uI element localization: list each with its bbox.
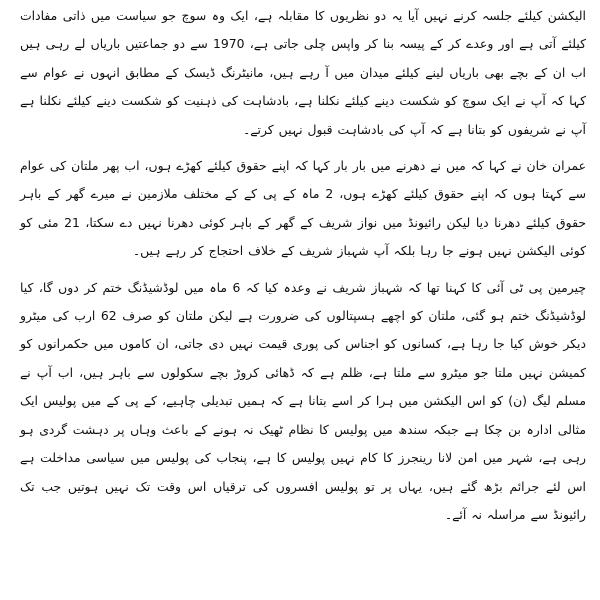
article-paragraph: عمران خان نے کہا کہ میں نے دھرنے میں بار بار کہا کہ اپنے حقوق کیلئے کھڑے ہوں، اب پھر ملتان کی عوام سے کہتا ہوں کہ اپنے حقوق کیلئے کھڑے ہوں، 2 ماہ کے پی کے کے مختلف ملازمین نے میرے گھر کے باہر حقوق کیلئے دھرنا دیا لیکن رائیونڈ میں نواز شریف کے گھر کے باہر کوئی دھرنا نہیں دے سکتا، 21 مئی کو کوئی الیکشن نہیں ہونے جا رہا بلکہ آپ شہباز شریف کے خلاف احتجاج کر رہے ہیں۔	[20, 158, 586, 259]
article-paragraph: الیکشن کیلئے جلسہ کرنے نہیں آیا یہ دو نظریوں کا مقابلہ ہے، ایک وہ سوچ جو سیاست میں ذاتی مفادات کیلئے آتی ہے اور وعدے کر کے پیسہ بنا کر واپس چلی جاتی ہے، 1970 سے دو جماعتیں باریاں لے رہی ہیں اب ان کے بچے بھی باریاں لینے کیلئے میدان میں آ رہے ہیں، مانیٹرنگ ڈیسک کے مطابق انہوں نے عوام سے کہا کہ آپ نے ایک سوچ کو شکست دینے کیلئے نکلنا ہے، بادشاہت کی ذہنیت کو شکست دینے کیلئے نکلنا ہے آپ نے شریفوں کو بتانا ہے کہ آپ کی بادشاہت قبول نہیں کرتے۔	[20, 8, 586, 137]
article-paragraph: چیرمین پی ٹی آئی کا کہنا تھا کہ شہباز شریف نے وعدہ کیا کہ 6 ماہ میں لوڈشیڈنگ ختم کر دوں گا، کیا لوڈشیڈنگ ختم ہو گئی، ملتان کو اچھے ہسپتالوں کی ضرورت ہے لیکن ملتان کو صرف 62 ارب کی میٹرو دیکر خوش کیا جا رہا ہے، کسانوں کو اجناس کی پوری قیمت نہیں دی جاتی، ان کاموں میں حکمرانوں کو کمیشن نہیں ملتا جو میٹرو سے ملتا ہے، ظلم ہے کہ ڈھائی کروڑ بچے سکولوں سے باہر ہیں، اب آپ نے مسلم لیگ (ن) کو اس الیکشن میں ہرا کر اسے بتانا ہے کہ ہمیں تبدیلی چاہیے، کے پی کے میں پولیس ایک مثالی ادارہ بن چکا ہے جبکہ سندھ میں پولیس کا نظام ٹھیک نہ ہونے کے باعث وہاں پر دہشت گردی ہو رہی ہے، شہر میں امن لانا رینجرز کا کام نہیں پولیس کا ہے، پنجاب کی پولیس میں سیاسی مداخلت ہے اس لئے جرائم بڑھ گئے ہیں، یہاں پر تو پولیس افسروں کی ترقیاں اس وقت تک نہیں ہوتیں جب تک رائیونڈ سے مراسلہ نہ آئے۔	[20, 279, 586, 522]
